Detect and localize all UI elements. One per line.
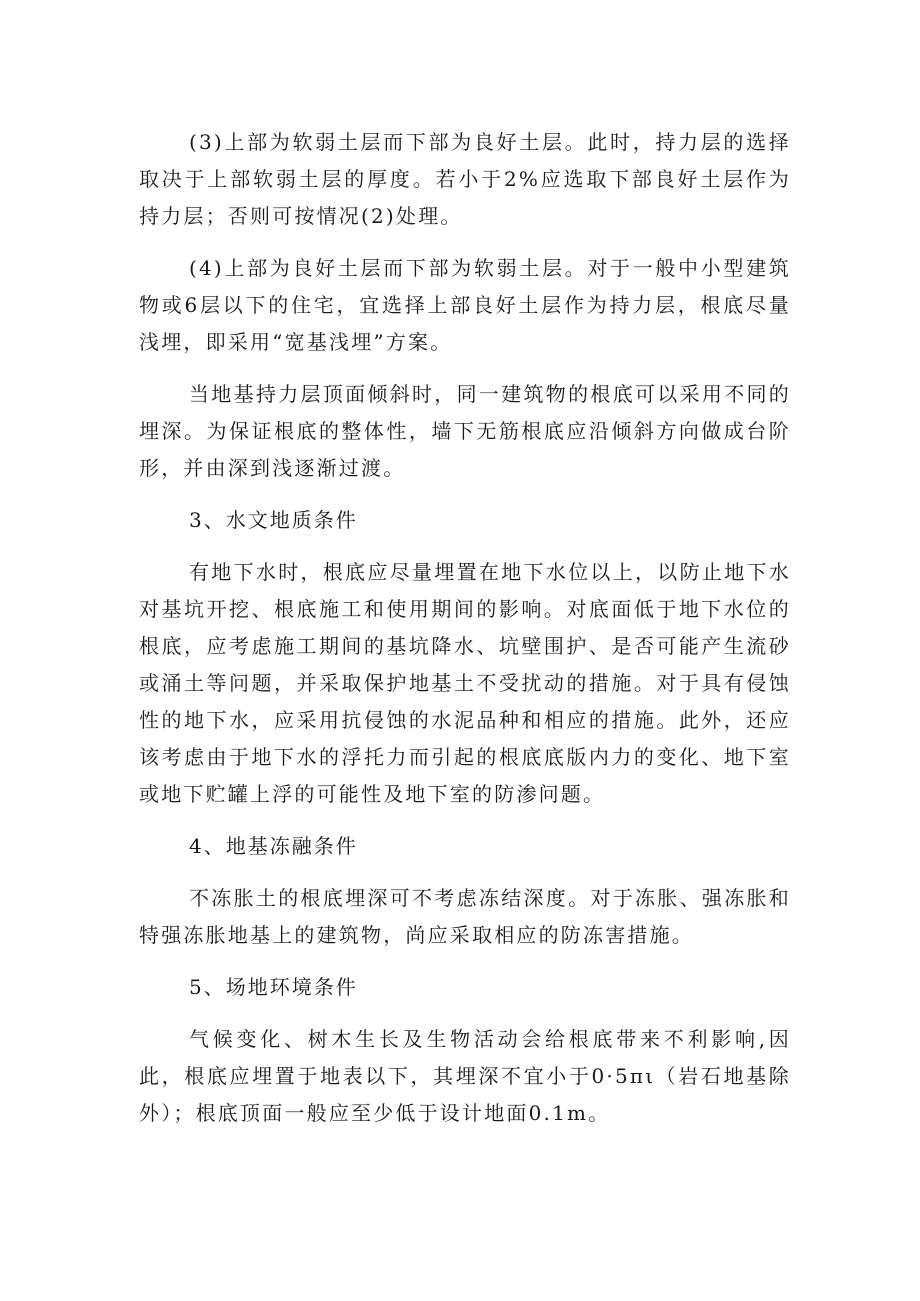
paragraph-inclined-bearing-layer: 当地基持力层顶面倾斜时，同一建筑物的根底可以采用不同的埋深。为保证根底的整体性，墙下无筋根底应沿倾斜方向做成台阶形，并由深到浅逐渐过渡。 xyxy=(139,382,791,480)
paragraph-frost: 不冻胀土的根底埋深可不考虑冻结深度。对于冻胀、强冻胀和特强冻胀地基上的建筑物，尚应采取相应的防冻害措施。 xyxy=(139,886,791,947)
document-body xyxy=(139,124,791,1132)
section-heading-frost: 4、地基冻融条件 xyxy=(189,834,358,858)
paragraph-case-4: (4)上部为良好土层而下部为软弱土层。对于一般中小型建筑物或6层以下的住宅，宜选择上部良好土层作为持力层，根底尽量浅埋，即采用“宽基浅埋”方案。 xyxy=(139,256,791,354)
section-heading-hydrogeology: 3、水文地质条件 xyxy=(189,508,358,532)
paragraph-groundwater: 有地下水时，根底应尽量埋置在地下水位以上，以防止地下水对基坑开挖、根底施工和使用期间的影响。对底面低于地下水位的根底，应考虑施工期间的基坑降水、坑壁围护、是否可能产生流砂或涌土等问题，并采取保护地基土不受扰动的措施。对于具有侵蚀性的地下水，应采用抗侵蚀的水泥品种和相应的措施。此外，还应该考虑由于地下水的浮托力而引起的根底底版内力的变化、地下室或地下贮罐上浮的可能性及地下室的防渗问题。 xyxy=(139,560,791,806)
paragraph-case-3: (3)上部为软弱土层而下部为良好土层。此时，持力层的选择取决于上部软弱土层的厚度。若小于2%应选取下部良好土层作为持力层；否则可按情况(2)处理。 xyxy=(139,130,791,228)
paragraph-site-environment: 气候变化、树木生长及生物活动会给根底带来不利影响,因此，根底应埋置于地表以下，其埋深不宜小于0·5πι（岩石地基除外）；根底顶面一般应至少低于设计地面0.1m。 xyxy=(139,1027,791,1125)
section-heading-site-environment: 5、场地环境条件 xyxy=(189,975,358,999)
